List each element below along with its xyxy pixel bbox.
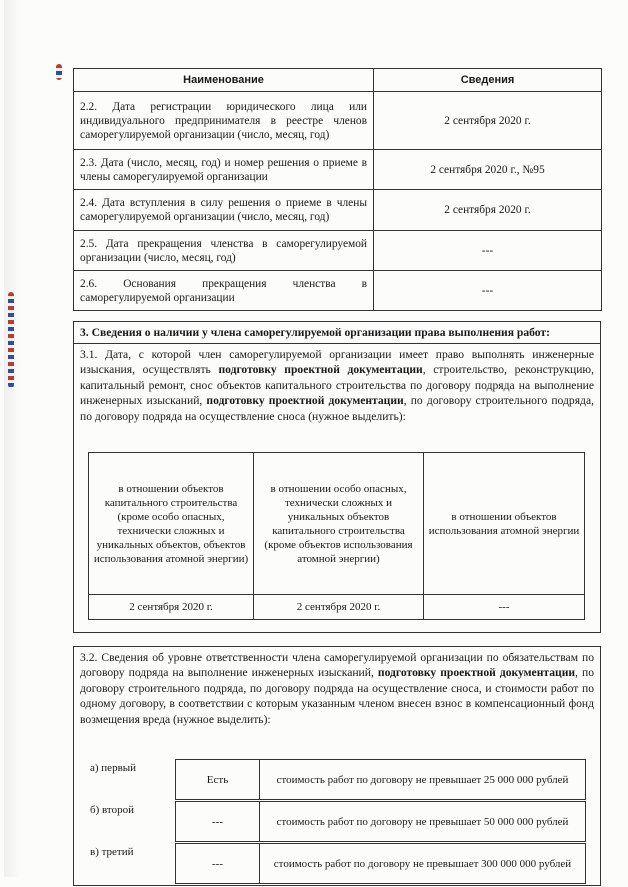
rights-value: --- xyxy=(424,595,585,620)
section-3-1-block xyxy=(73,343,601,633)
rights-header: в отношении объектов капитального строительства (кроме особо опасных, технически сложных и уникальных объектов, объектов использования атомной энергии) xyxy=(89,453,254,595)
level-cells xyxy=(175,801,586,842)
bold-span: подготовку проектной документации xyxy=(206,394,404,408)
rights-header: в отношении объектов использования атомной энергии xyxy=(424,453,585,595)
level-mark: Есть xyxy=(176,760,260,800)
level-cells-row xyxy=(176,760,586,800)
level-cells-row xyxy=(176,844,586,884)
level-mark: --- xyxy=(176,802,260,842)
level-desc: стоимость работ по договору не превышает 50 000 000 рублей xyxy=(260,802,586,842)
row-value: --- xyxy=(374,271,602,311)
bold-span: подготовку проектной документации xyxy=(218,363,423,377)
header-info: Сведения xyxy=(374,69,602,92)
row-value: 2 сентября 2020 г. xyxy=(374,190,602,231)
section-3-2-text xyxy=(74,647,600,727)
table-row xyxy=(74,150,602,190)
membership-table xyxy=(73,68,602,311)
level-cells xyxy=(175,759,586,800)
level-desc: стоимость работ по договору не превышает 300 000 000 рублей xyxy=(260,844,586,884)
row-name: 2.6. Основания прекращения членства в саморегулируемой организации xyxy=(74,271,374,311)
text-span: , по договору строительного подряда, по договору подряда на осуществление сноса (нужное выделить): xyxy=(80,394,594,423)
rights-value-row xyxy=(89,595,585,620)
text-span: 3.2. Сведения об уровне ответственности члена саморегулируемой организации по обязательствам по договору подряда на выполнение инженерных изысканий, xyxy=(80,651,594,680)
text-span: , строительство, реконструкцию, капитальный ремонт, снос объектов капитального строительства по договору подряда на выполнение инженерных изысканий, xyxy=(80,363,594,408)
level-row xyxy=(74,759,600,803)
level-desc: стоимость работ по договору не превышает 25 000 000 рублей xyxy=(260,760,586,800)
level-label: в) третий xyxy=(90,846,134,858)
level-mark: --- xyxy=(176,844,260,884)
bold-span: подготовку проектной документации xyxy=(377,666,576,680)
row-value: --- xyxy=(374,231,602,271)
text-span: , по договору строительного подряда, по договору подряда на осуществление сноса, и стоимости работ по одному договору, в соответствии с которым указанным членом внесен взнос в компенсационный фонд возмещения вреда (нужное выделить): xyxy=(80,666,594,726)
row-name: 2.5. Дата прекращения членства в саморегулируемой организации (число, месяц, год) xyxy=(74,231,374,271)
level-cells-row xyxy=(176,802,586,842)
binding-shadow xyxy=(4,0,22,877)
row-name: 2.4. Дата вступления в силу решения о приеме в члены саморегулируемой организации (число, месяц, год) xyxy=(74,190,374,231)
table-row xyxy=(74,271,602,311)
rights-header-row xyxy=(89,453,585,595)
rights-header: в отношении особо опасных, технически сложных и уникальных объектов капитального строительства (кроме объектов использования атомной энергии) xyxy=(254,453,424,595)
rights-table xyxy=(88,452,585,620)
row-name: 2.3. Дата (число, месяц, год) и номер решения о приеме в члены саморегулируемой организации xyxy=(74,150,374,190)
rights-value: 2 сентября 2020 г. xyxy=(89,595,254,620)
text-span: 3.1. Дата, с которой член саморегулируемой организации имеет право выполнять инженерные изыскания, осуществлять xyxy=(80,348,594,377)
section-3-1-text xyxy=(74,344,600,424)
level-row xyxy=(74,843,600,887)
header-name: Наименование xyxy=(74,69,374,92)
level-cells xyxy=(175,843,586,884)
table-row xyxy=(74,92,602,150)
section-3-title: 3. Сведения о наличии у члена саморегулируемой организации права выполнения работ: xyxy=(73,321,601,344)
table-row xyxy=(74,190,602,231)
level-label: а) первый xyxy=(90,762,137,774)
row-value: 2 сентября 2020 г. xyxy=(374,92,602,150)
section-3-2-block xyxy=(73,646,601,886)
rights-value: 2 сентября 2020 г. xyxy=(254,595,424,620)
row-value: 2 сентября 2020 г., №95 xyxy=(374,150,602,190)
row-name: 2.2. Дата регистрации юридического лица или индивидуального предпринимателя в реестре членов саморегулируемой организации (число, месяц, год) xyxy=(74,92,374,150)
binding-cord xyxy=(8,292,14,388)
table-row xyxy=(74,231,602,271)
level-row xyxy=(74,801,600,845)
binding-cord xyxy=(56,64,62,80)
table-header-row xyxy=(74,69,602,92)
level-label: б) второй xyxy=(90,804,134,816)
